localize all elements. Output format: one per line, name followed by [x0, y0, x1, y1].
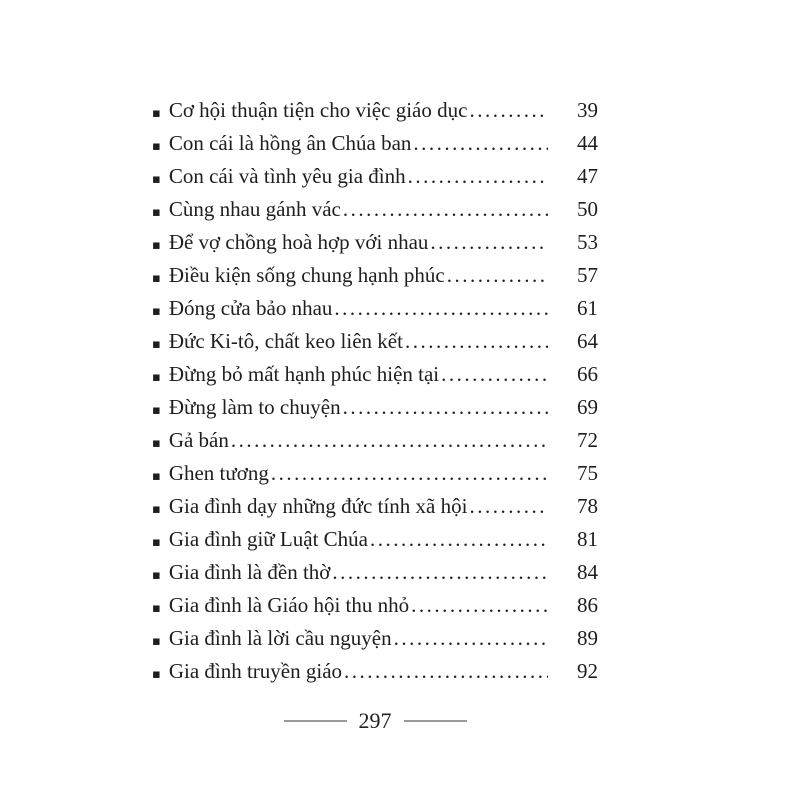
entry-title: Gia đình là đền thờ [168, 560, 331, 584]
dot-leader [271, 457, 548, 490]
entry-title: Gia đình giữ Luật Chúa [168, 527, 368, 551]
entry-title: Đóng cửa bảo nhau [168, 296, 333, 320]
toc-entry [152, 457, 598, 490]
dot-leader [231, 424, 548, 457]
bullet-icon: ▪ [152, 370, 161, 385]
toc-entry [152, 523, 598, 556]
right-dash-rule [404, 720, 467, 722]
bullet-icon: ▪ [152, 436, 161, 451]
left-dash-rule [284, 720, 347, 722]
bullet-icon: ▪ [152, 139, 161, 154]
entry-title: Con cái là hồng ân Chúa ban [168, 131, 412, 155]
entry-page-number: 69 [577, 395, 598, 419]
dot-leader [334, 292, 548, 325]
dot-leader [469, 490, 548, 523]
entry-page-number: 50 [577, 197, 598, 221]
toc-entry [152, 160, 598, 193]
entry-title: Để vợ chồng hoà hợp với nhau [168, 230, 429, 254]
toc-entry [152, 127, 598, 160]
entry-page-number: 47 [577, 164, 598, 188]
entry-title: Điều kiện sống chung hạnh phúc [168, 263, 445, 287]
bullet-icon: ▪ [152, 172, 161, 187]
entry-page-number: 66 [577, 362, 598, 386]
bullet-icon: ▪ [152, 337, 161, 352]
entry-page-number: 61 [577, 296, 598, 320]
dot-leader [394, 622, 548, 655]
entry-page-number: 64 [577, 329, 598, 353]
entry-title: Con cái và tình yêu gia đình [168, 164, 406, 188]
bullet-icon: ▪ [152, 106, 161, 121]
entry-title: Gả bán [168, 428, 229, 452]
bullet-icon: ▪ [152, 271, 161, 286]
toc-entry [152, 556, 598, 589]
bullet-icon: ▪ [152, 469, 161, 484]
dot-leader [447, 259, 548, 292]
entry-title: Gia đình dạy những đức tính xã hội [168, 494, 468, 518]
toc-entry [152, 292, 598, 325]
entry-page-number: 57 [577, 263, 598, 287]
dot-leader [344, 655, 548, 688]
entry-title: Gia đình truyền giáo [168, 659, 343, 683]
entry-page-number: 92 [577, 659, 598, 683]
bullet-icon: ▪ [152, 601, 161, 616]
bullet-icon: ▪ [152, 667, 161, 682]
entry-title: Cùng nhau gánh vác [168, 197, 341, 221]
bullet-icon: ▪ [152, 568, 161, 583]
toc-entry [152, 424, 598, 457]
entry-page-number: 53 [577, 230, 598, 254]
entry-title: Đừng làm to chuyện [168, 395, 341, 419]
entry-page-number: 84 [577, 560, 598, 584]
dot-leader [343, 193, 548, 226]
folio-page-number: 297 [358, 708, 392, 733]
entry-title: Gia đình là Giáo hội thu nhỏ [168, 593, 410, 617]
entry-page-number: 72 [577, 428, 598, 452]
toc-entry [152, 358, 598, 391]
bullet-icon: ▪ [152, 205, 161, 220]
table-of-contents [152, 94, 598, 688]
entry-page-number: 39 [577, 98, 598, 122]
entry-title: Gia đình là lời cầu nguyện [168, 626, 392, 650]
toc-entry [152, 622, 598, 655]
bullet-icon: ▪ [152, 535, 161, 550]
entry-page-number: 81 [577, 527, 598, 551]
dot-leader [413, 127, 548, 160]
dot-leader [405, 325, 548, 358]
entry-page-number: 75 [577, 461, 598, 485]
dot-leader [332, 556, 548, 589]
toc-entry [152, 655, 598, 688]
dot-leader [411, 589, 548, 622]
dot-leader [469, 94, 548, 127]
toc-entry [152, 193, 598, 226]
entry-page-number: 86 [577, 593, 598, 617]
toc-entry [152, 490, 598, 523]
entry-page-number: 44 [577, 131, 598, 155]
bullet-icon: ▪ [152, 403, 161, 418]
toc-entry [152, 94, 598, 127]
bullet-icon: ▪ [152, 502, 161, 517]
toc-entry [152, 589, 598, 622]
bullet-icon: ▪ [152, 238, 161, 253]
dot-leader [430, 226, 548, 259]
entry-page-number: 78 [577, 494, 598, 518]
page-footer [152, 706, 598, 737]
dot-leader [343, 391, 548, 424]
bullet-icon: ▪ [152, 634, 161, 649]
dot-leader [370, 523, 548, 556]
entry-title: Đừng bỏ mất hạnh phúc hiện tại [168, 362, 440, 386]
entry-page-number: 89 [577, 626, 598, 650]
entry-title: Cơ hội thuận tiện cho việc giáo dục [168, 98, 468, 122]
toc-entry [152, 226, 598, 259]
dot-leader [408, 160, 548, 193]
entry-title: Đức Ki-tô, chất keo liên kết [168, 329, 403, 353]
toc-entry [152, 259, 598, 292]
dot-leader [441, 358, 548, 391]
toc-entry [152, 325, 598, 358]
toc-entry [152, 391, 598, 424]
entry-title: Ghen tương [168, 461, 269, 485]
bullet-icon: ▪ [152, 304, 161, 319]
